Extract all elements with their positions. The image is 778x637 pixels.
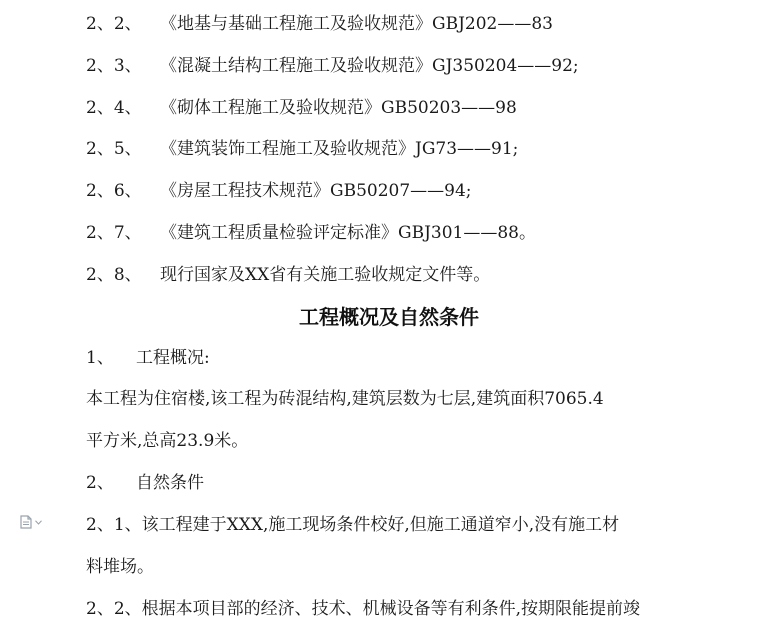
- section-heading-text: 工程概况:: [136, 348, 210, 368]
- document-icon: [20, 515, 32, 529]
- reference-text: 《混凝土结构工程施工及验收规范》GJ350204——92;: [160, 56, 579, 76]
- reference-number: 2、7、: [86, 223, 142, 243]
- reference-number: 2、8、: [86, 265, 142, 285]
- section-heading-text: 自然条件: [136, 473, 204, 493]
- body-paragraph-line: 平方米,总高23.9米。: [86, 431, 249, 451]
- reference-number: 2、4、: [86, 98, 142, 118]
- reference-text: 《砌体工程施工及验收规范》GB50203——98: [160, 98, 517, 118]
- reference-number: 2、5、: [86, 139, 142, 159]
- reference-number: 2、6、: [86, 181, 142, 201]
- body-paragraph-line: 本工程为住宿楼,该工程为砖混结构,建筑层数为七层,建筑面积7065.4: [86, 389, 604, 409]
- body-paragraph-line: 2、1、该工程建于XXX,施工现场条件校好,但施工通道窄小,没有施工材: [86, 515, 620, 535]
- reference-text: 现行国家及XX省有关施工验收规定文件等。: [160, 265, 491, 285]
- reference-text: 《房屋工程技术规范》GB50207——94;: [160, 181, 472, 201]
- reference-text: 《建筑工程质量检验评定标准》GBJ301——88。: [160, 223, 536, 243]
- paragraph-options-button[interactable]: [20, 515, 48, 529]
- reference-number: 2、2、: [86, 14, 142, 34]
- section-number: 1、: [86, 348, 114, 368]
- reference-number: 2、3、: [86, 56, 142, 76]
- body-paragraph-line: 料堆场。: [86, 557, 154, 577]
- body-paragraph-line: 2、2、根据本项目部的经济、技术、机械设备等有利条件,按期限能提前竣: [86, 599, 641, 619]
- reference-text: 《地基与基础工程施工及验收规范》GBJ202——83: [160, 14, 553, 34]
- chevron-down-icon: [35, 520, 42, 525]
- section-number: 2、: [86, 473, 114, 493]
- reference-text: 《建筑装饰工程施工及验收规范》JG73——91;: [160, 139, 519, 159]
- section-title: 工程概况及自然条件: [299, 305, 479, 329]
